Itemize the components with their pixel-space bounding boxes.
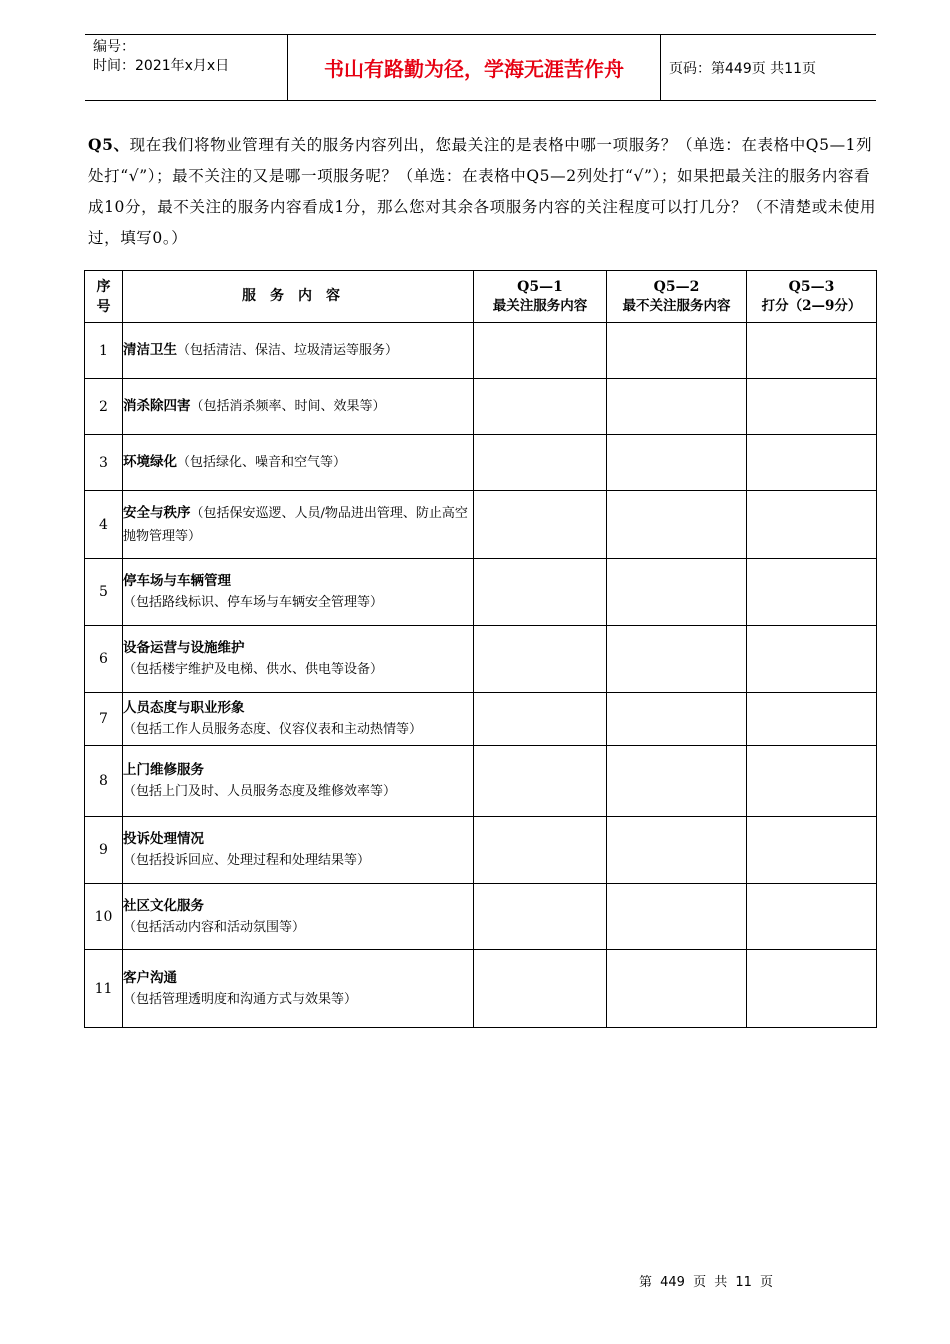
service-detail: （包括保安巡逻、人员/物品进出管理、防止高空抛物管理等） bbox=[123, 505, 468, 544]
table-row bbox=[85, 817, 877, 884]
header-meta bbox=[85, 35, 287, 100]
header-page-label: 页码：第449页 共11页 bbox=[669, 60, 816, 77]
header-q5-1 bbox=[474, 271, 607, 323]
table-row bbox=[85, 379, 877, 435]
header-q5-3 bbox=[747, 271, 877, 323]
answer-cell-q5-1[interactable] bbox=[474, 693, 607, 746]
header-q5-3-label: 打分（2—9分） bbox=[761, 297, 862, 314]
row-number: 7 bbox=[85, 693, 123, 746]
service-name: 停车场与车辆管理 bbox=[123, 573, 231, 589]
service-name: 人员态度与职业形象 bbox=[123, 700, 245, 716]
table-row bbox=[85, 746, 877, 817]
answer-cell-q5-3[interactable] bbox=[747, 559, 877, 626]
answer-cell-q5-1[interactable] bbox=[474, 559, 607, 626]
service-cell bbox=[123, 626, 474, 693]
table-row bbox=[85, 559, 877, 626]
answer-cell-q5-2[interactable] bbox=[607, 693, 747, 746]
service-name: 环境绿化 bbox=[123, 454, 177, 470]
service-detail: （包括消杀频率、时间、效果等） bbox=[190, 399, 386, 414]
answer-cell-q5-2[interactable] bbox=[607, 950, 747, 1028]
answer-cell-q5-3[interactable] bbox=[747, 746, 877, 817]
answer-cell-q5-1[interactable] bbox=[474, 626, 607, 693]
row-number: 9 bbox=[85, 817, 123, 884]
service-cell bbox=[123, 746, 474, 817]
answer-cell-q5-3[interactable] bbox=[747, 693, 877, 746]
answer-cell-q5-2[interactable] bbox=[607, 323, 747, 379]
row-number: 10 bbox=[85, 884, 123, 950]
service-cell bbox=[123, 559, 474, 626]
table-row bbox=[85, 884, 877, 950]
service-name: 消杀除四害 bbox=[123, 398, 191, 414]
service-detail: （包括工作人员服务态度、仪容仪表和主动热情等） bbox=[123, 722, 423, 737]
row-number: 2 bbox=[85, 379, 123, 435]
service-name: 清洁卫生 bbox=[123, 342, 177, 358]
row-number: 11 bbox=[85, 950, 123, 1028]
table-row bbox=[85, 491, 877, 559]
header-q5-1-label: 最关注服务内容 bbox=[492, 297, 588, 314]
service-detail: （包括管理透明度和沟通方式与效果等） bbox=[123, 991, 358, 1007]
answer-cell-q5-3[interactable] bbox=[747, 950, 877, 1028]
service-detail: （包括绿化、噪音和空气等） bbox=[177, 455, 347, 470]
answer-cell-q5-2[interactable] bbox=[607, 746, 747, 817]
table-header-row bbox=[85, 271, 877, 323]
service-cell bbox=[123, 817, 474, 884]
service-cell bbox=[123, 884, 474, 950]
service-name: 设备运营与设施维护 bbox=[123, 640, 245, 656]
service-detail: （包括活动内容和活动氛围等） bbox=[123, 919, 306, 935]
row-number: 3 bbox=[85, 435, 123, 491]
answer-cell-q5-1[interactable] bbox=[474, 435, 607, 491]
answer-cell-q5-3[interactable] bbox=[747, 435, 877, 491]
answer-cell-q5-1[interactable] bbox=[474, 884, 607, 950]
answer-cell-q5-2[interactable] bbox=[607, 491, 747, 559]
question-label: Q5、 bbox=[88, 135, 130, 154]
service-name: 投诉处理情况 bbox=[123, 831, 204, 847]
table-row bbox=[85, 693, 877, 746]
answer-cell-q5-1[interactable] bbox=[474, 950, 607, 1028]
row-number: 1 bbox=[85, 323, 123, 379]
header-time-label: 时间：2021年x月x日 bbox=[93, 58, 230, 74]
row-number: 6 bbox=[85, 626, 123, 693]
answer-cell-q5-1[interactable] bbox=[474, 746, 607, 817]
table-row bbox=[85, 626, 877, 693]
service-detail: （包括投诉回应、处理过程和处理结果等） bbox=[123, 853, 371, 868]
service-name: 社区文化服务 bbox=[123, 897, 204, 914]
answer-cell-q5-3[interactable] bbox=[747, 884, 877, 950]
answer-cell-q5-1[interactable] bbox=[474, 817, 607, 884]
row-number: 5 bbox=[85, 559, 123, 626]
footer-page-number: 第 449 页 共 11 页 bbox=[639, 1275, 774, 1290]
answer-cell-q5-2[interactable] bbox=[607, 817, 747, 884]
table-row bbox=[85, 323, 877, 379]
service-detail: （包括上门及时、人员服务态度及维修效率等） bbox=[123, 784, 397, 799]
header-q5-3-code: Q5—3 bbox=[788, 278, 835, 295]
page-footer bbox=[639, 1271, 773, 1290]
service-cell bbox=[123, 950, 474, 1028]
header-q5-2 bbox=[607, 271, 747, 323]
service-name: 安全与秩序 bbox=[123, 504, 191, 521]
page-header bbox=[85, 34, 876, 101]
row-number: 4 bbox=[85, 491, 123, 559]
survey-table bbox=[84, 270, 877, 1028]
service-name: 客户沟通 bbox=[123, 969, 177, 986]
service-detail: （包括楼宇维护及电梯、供水、供电等设备） bbox=[123, 662, 384, 677]
answer-cell-q5-3[interactable] bbox=[747, 491, 877, 559]
answer-cell-q5-2[interactable] bbox=[607, 379, 747, 435]
service-cell bbox=[123, 379, 474, 435]
table-row bbox=[85, 950, 877, 1028]
answer-cell-q5-3[interactable] bbox=[747, 323, 877, 379]
answer-cell-q5-2[interactable] bbox=[607, 626, 747, 693]
header-page bbox=[661, 35, 876, 100]
service-detail: （包括路线标识、停车场与车辆安全管理等） bbox=[123, 595, 384, 610]
answer-cell-q5-2[interactable] bbox=[607, 559, 747, 626]
service-detail: （包括清洁、保洁、垃圾清运等服务） bbox=[177, 343, 399, 358]
header-number-label: 编号： bbox=[93, 39, 135, 55]
service-cell bbox=[123, 491, 474, 559]
row-number: 8 bbox=[85, 746, 123, 817]
table-row bbox=[85, 435, 877, 491]
header-motto: 书山有路勤为径，学海无涯苦作舟 bbox=[287, 35, 661, 100]
header-service: 服务内容 bbox=[123, 271, 474, 323]
service-cell bbox=[123, 323, 474, 379]
answer-cell-q5-1[interactable] bbox=[474, 323, 607, 379]
answer-cell-q5-3[interactable] bbox=[747, 626, 877, 693]
answer-cell-q5-1[interactable] bbox=[474, 379, 607, 435]
header-q5-2-label: 最不关注服务内容 bbox=[622, 297, 731, 314]
service-cell bbox=[123, 435, 474, 491]
header-q5-1-code: Q5—1 bbox=[517, 278, 563, 295]
answer-cell-q5-2[interactable] bbox=[607, 435, 747, 491]
header-no: 序号 bbox=[85, 271, 123, 323]
service-cell bbox=[123, 693, 474, 746]
answer-cell-q5-3[interactable] bbox=[747, 817, 877, 884]
answer-cell-q5-1[interactable] bbox=[474, 491, 607, 559]
question-text: 现在我们将物业管理有关的服务内容列出，您最关注的是表格中哪一项服务？（单选：在表格中Q5—1列处打“√”）；最不关注的又是哪一项服务呢？（单选：在表格中Q5—2列处打“√”）；如果把最关注的服务内容看成10分，最不关注的服务内容看成1分，那么您对其余各项服务内容的关注程度可以打几分？（不清楚或未使用过，填写0。） bbox=[88, 136, 877, 247]
answer-cell-q5-2[interactable] bbox=[607, 884, 747, 950]
answer-cell-q5-3[interactable] bbox=[747, 379, 877, 435]
question-q5 bbox=[88, 129, 878, 254]
service-name: 上门维修服务 bbox=[123, 762, 204, 778]
header-q5-2-code: Q5—2 bbox=[653, 278, 700, 295]
